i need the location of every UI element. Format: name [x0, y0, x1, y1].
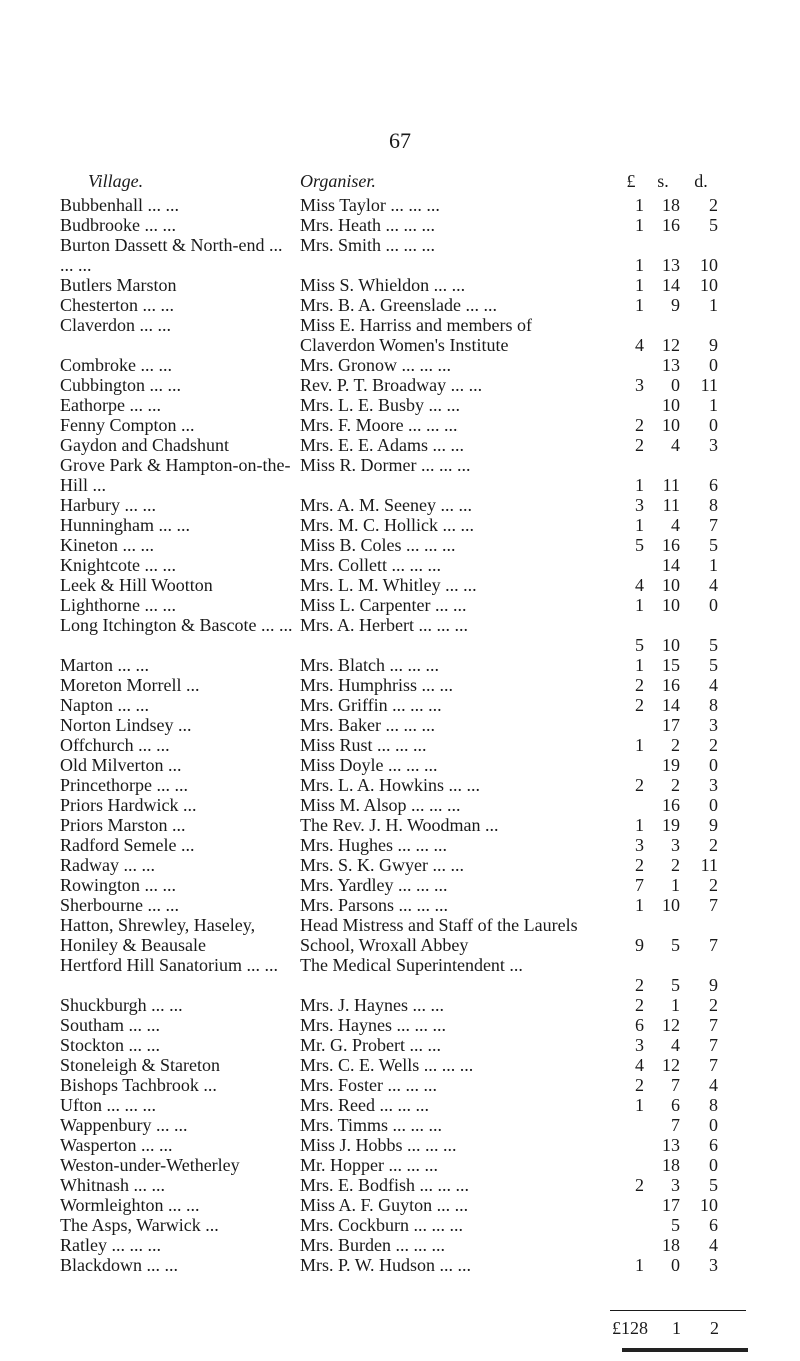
- village-name: Weston-under-Wetherley: [60, 1155, 240, 1175]
- organiser-name: Miss Doyle ... ... ...: [300, 755, 438, 775]
- amount-pounds: 4: [635, 335, 644, 355]
- amount-shillings: 16: [662, 795, 680, 815]
- amount-pounds: 3: [635, 835, 644, 855]
- amount-shillings: 6: [671, 1095, 680, 1115]
- table-row: [0, 795, 800, 815]
- table-row: [0, 1035, 800, 1055]
- amount-pence: 7: [709, 1055, 718, 1075]
- organiser-name: The Medical Superintendent ...: [300, 955, 523, 975]
- village-name: Shuckburgh ... ...: [60, 995, 183, 1015]
- header-pence: d.: [694, 171, 708, 191]
- village-name: Radway ... ...: [60, 855, 155, 875]
- amount-pence: 5: [709, 535, 718, 555]
- village-name: Burton Dassett & North-end ... ... ...: [60, 235, 283, 275]
- village-name: Wappenbury ... ...: [60, 1115, 188, 1135]
- table-row: [0, 1115, 800, 1135]
- amount-shillings: 10: [662, 575, 680, 595]
- amount-pounds: 1: [635, 515, 644, 535]
- amount-pence: 2: [709, 875, 718, 895]
- village-name: Knightcote ... ...: [60, 555, 176, 575]
- amount-shillings: 10: [662, 595, 680, 615]
- amount-pence: 2: [709, 835, 718, 855]
- amount-shillings: 7: [671, 1115, 680, 1135]
- table-row: [0, 1075, 800, 1095]
- header-pounds: £: [626, 171, 636, 191]
- table-row: [0, 455, 800, 495]
- table-row: [0, 1055, 800, 1075]
- amount-pounds: 3: [635, 375, 644, 395]
- table-row: [0, 755, 800, 775]
- amount-pence: 4: [709, 1235, 718, 1255]
- table-row: [0, 535, 800, 555]
- total-pounds: £128: [612, 1318, 648, 1338]
- organiser-name: Miss Taylor ... ... ...: [300, 195, 440, 215]
- amount-shillings: 1: [671, 995, 680, 1015]
- amount-shillings: 17: [662, 1195, 680, 1215]
- table-row: [0, 195, 800, 215]
- amount-pence: 6: [709, 1215, 718, 1235]
- table-row: [0, 815, 800, 835]
- amount-pounds: 2: [635, 775, 644, 795]
- village-name: Wasperton ... ...: [60, 1135, 173, 1155]
- header-village: Village.: [88, 171, 144, 191]
- amount-pence: 6: [709, 1135, 718, 1155]
- amount-shillings: 5: [671, 935, 680, 955]
- amount-pounds: 6: [635, 1015, 644, 1035]
- village-name: Chesterton ... ...: [60, 295, 174, 315]
- amount-pounds: 1: [635, 295, 644, 315]
- organiser-name: Mr. Hopper ... ... ...: [300, 1155, 438, 1175]
- table-row: [0, 1255, 800, 1275]
- amount-pence: 10: [700, 255, 718, 275]
- amount-shillings: 4: [671, 435, 680, 455]
- amount-pounds: 1: [635, 735, 644, 755]
- amount-pounds: 5: [635, 535, 644, 555]
- table-row: [0, 675, 800, 695]
- amount-pounds: 4: [635, 575, 644, 595]
- total-shillings: 1: [672, 1318, 681, 1338]
- table-row: [0, 655, 800, 675]
- total-pence: 2: [710, 1318, 719, 1338]
- amount-shillings: 15: [662, 655, 680, 675]
- amount-pence: 4: [709, 575, 718, 595]
- table-row: [0, 435, 800, 455]
- amount-pence: 7: [709, 895, 718, 915]
- amount-pounds: 2: [635, 695, 644, 715]
- organiser-name: Mr. G. Probert ... ...: [300, 1035, 441, 1055]
- amount-pounds: 2: [635, 435, 644, 455]
- table-row: [0, 215, 800, 235]
- table-row: [0, 495, 800, 515]
- organiser-name: Mrs. Smith ... ... ...: [300, 235, 436, 255]
- organiser-name: Miss Rust ... ... ...: [300, 735, 427, 755]
- organiser-name: Mrs. Foster ... ... ...: [300, 1075, 438, 1095]
- village-name: Norton Lindsey ...: [60, 715, 192, 735]
- amount-shillings: 14: [662, 695, 680, 715]
- amount-pence: 0: [709, 1115, 718, 1135]
- amount-pounds: 1: [635, 275, 644, 295]
- amount-shillings: 16: [662, 535, 680, 555]
- amount-pence: 0: [709, 595, 718, 615]
- amount-shillings: 13: [662, 355, 680, 375]
- village-name: Grove Park & Hampton-on-the-Hill ...: [60, 455, 291, 495]
- organiser-name: Mrs. Hughes ... ... ...: [300, 835, 447, 855]
- village-name: Offchurch ... ...: [60, 735, 170, 755]
- amount-pounds: 2: [635, 855, 644, 875]
- table-row: [0, 1095, 800, 1115]
- village-name: Budbrooke ... ...: [60, 215, 176, 235]
- amount-pence: 5: [709, 1175, 718, 1195]
- amount-pounds: 1: [635, 655, 644, 675]
- bottom-bar: [622, 1348, 748, 1352]
- village-name: Radford Semele ...: [60, 835, 195, 855]
- amount-pence: 6: [709, 475, 718, 495]
- organiser-name: Mrs. S. K. Gwyer ... ...: [300, 855, 464, 875]
- organiser-name: Mrs. Cockburn ... ... ...: [300, 1215, 463, 1235]
- organiser-name: Miss L. Carpenter ... ...: [300, 595, 467, 615]
- table-row: [0, 715, 800, 735]
- amount-pence: 0: [709, 355, 718, 375]
- amount-shillings: 2: [671, 775, 680, 795]
- amount-pence: 0: [709, 415, 718, 435]
- village-name: Lighthorne ... ...: [60, 595, 176, 615]
- amount-shillings: 2: [671, 735, 680, 755]
- organiser-name: Mrs. M. C. Hollick ... ...: [300, 515, 475, 535]
- amount-shillings: 11: [662, 495, 680, 515]
- amount-shillings: 10: [662, 415, 680, 435]
- amount-pence: 2: [709, 195, 718, 215]
- village-name: Rowington ... ...: [60, 875, 177, 895]
- amount-shillings: 16: [662, 215, 680, 235]
- village-name: Stockton ... ...: [60, 1035, 161, 1055]
- organiser-name: Mrs. L. A. Howkins ... ...: [300, 775, 481, 795]
- table-row: [0, 575, 800, 595]
- table-row: [0, 895, 800, 915]
- amount-shillings: 14: [662, 555, 680, 575]
- amount-pence: 10: [700, 1195, 718, 1215]
- amount-pounds: 1: [635, 475, 644, 495]
- organiser-name: Mrs. E. E. Adams ... ...: [300, 435, 464, 455]
- amount-pounds: 2: [635, 675, 644, 695]
- amount-pence: 3: [709, 715, 718, 735]
- amount-shillings: 3: [671, 835, 680, 855]
- organiser-name: Miss A. F. Guyton ... ...: [300, 1195, 469, 1215]
- amount-pounds: 1: [635, 195, 644, 215]
- amount-pounds: 1: [635, 215, 644, 235]
- amount-shillings: 4: [671, 1035, 680, 1055]
- village-name: Harbury ... ...: [60, 495, 156, 515]
- organiser-name: Mrs. L. E. Busby ... ...: [300, 395, 461, 415]
- amount-pence: 9: [709, 815, 718, 835]
- organiser-name: Mrs. Blatch ... ... ...: [300, 655, 439, 675]
- table-row: [0, 1015, 800, 1035]
- table-row: [0, 1235, 800, 1255]
- total-rule: [610, 1310, 746, 1311]
- amount-pence: 9: [709, 975, 718, 995]
- amount-pounds: 1: [635, 595, 644, 615]
- village-name: Moreton Morrell ...: [60, 675, 200, 695]
- village-name: Gaydon and Chadshunt: [60, 435, 229, 455]
- amount-pounds: 5: [635, 635, 644, 655]
- village-name: Old Milverton ...: [60, 755, 182, 775]
- village-name: Stoneleigh & Stareton: [60, 1055, 220, 1075]
- amount-pence: 2: [709, 735, 718, 755]
- organiser-name: Head Mistress and Staff of the Laurels School, Wroxall Abbey: [300, 915, 578, 955]
- amount-shillings: 18: [662, 1155, 680, 1175]
- village-name: Eathorpe ... ...: [60, 395, 161, 415]
- amount-pence: 1: [709, 555, 718, 575]
- village-name: Cubbington ... ...: [60, 375, 182, 395]
- organiser-name: Mrs. Yardley ... ... ...: [300, 875, 448, 895]
- organiser-name: Miss J. Hobbs ... ... ...: [300, 1135, 457, 1155]
- organiser-name: The Rev. J. H. Woodman ...: [300, 815, 499, 835]
- village-name: Priors Marston ...: [60, 815, 186, 835]
- amount-pounds: 2: [635, 1075, 644, 1095]
- table-row: [0, 695, 800, 715]
- table-row: [0, 555, 800, 575]
- village-name: Priors Hardwick ...: [60, 795, 197, 815]
- village-name: Sherbourne ... ...: [60, 895, 179, 915]
- village-name: Long Itchington & Bascote ... ...: [60, 615, 293, 635]
- amount-pence: 1: [709, 395, 718, 415]
- village-name: The Asps, Warwick ...: [60, 1215, 219, 1235]
- amount-shillings: 12: [662, 335, 680, 355]
- amount-shillings: 17: [662, 715, 680, 735]
- organiser-name: Mrs. B. A. Greenslade ... ...: [300, 295, 497, 315]
- organiser-name: Mrs. A. M. Seeney ... ...: [300, 495, 472, 515]
- village-name: Kineton ... ...: [60, 535, 154, 555]
- amount-shillings: 4: [671, 515, 680, 535]
- village-name: Blackdown ... ...: [60, 1255, 178, 1275]
- village-name: Leek & Hill Wootton: [60, 575, 213, 595]
- table-row: [0, 315, 800, 355]
- village-name: Whitnash ... ...: [60, 1175, 165, 1195]
- amount-pounds: 9: [635, 935, 644, 955]
- amount-shillings: 16: [662, 675, 680, 695]
- amount-pounds: 4: [635, 1055, 644, 1075]
- organiser-name: Mrs. C. E. Wells ... ... ...: [300, 1055, 474, 1075]
- amount-pounds: 7: [635, 875, 644, 895]
- amount-shillings: 1: [671, 875, 680, 895]
- amount-pence: 7: [709, 1035, 718, 1055]
- subscription-list: [0, 195, 800, 1275]
- amount-shillings: 19: [662, 815, 680, 835]
- organiser-name: Miss B. Coles ... ... ...: [300, 535, 456, 555]
- amount-pounds: 1: [635, 255, 644, 275]
- amount-shillings: 13: [662, 255, 680, 275]
- amount-shillings: 12: [662, 1015, 680, 1035]
- village-name: Southam ... ...: [60, 1015, 161, 1035]
- amount-pounds: 3: [635, 1035, 644, 1055]
- table-row: [0, 275, 800, 295]
- village-name: Hatton, Shrewley, Haseley, Honiley & Beausale: [60, 915, 256, 955]
- amount-pence: 7: [709, 1015, 718, 1035]
- village-name: Princethorpe ... ...: [60, 775, 188, 795]
- organiser-name: Miss S. Whieldon ... ...: [300, 275, 466, 295]
- amount-shillings: 14: [662, 275, 680, 295]
- table-row: [0, 375, 800, 395]
- table-row: [0, 1135, 800, 1155]
- village-name: Hunningham ... ...: [60, 515, 190, 535]
- amount-shillings: 10: [662, 635, 680, 655]
- village-name: Ufton ... ... ...: [60, 1095, 156, 1115]
- amount-pence: 0: [709, 1155, 718, 1175]
- village-name: Bubbenhall ... ...: [60, 195, 179, 215]
- amount-shillings: 10: [662, 395, 680, 415]
- amount-shillings: 18: [662, 195, 680, 215]
- amount-pence: 11: [700, 375, 718, 395]
- amount-pounds: 2: [635, 995, 644, 1015]
- amount-pence: 5: [709, 655, 718, 675]
- organiser-name: Mrs. F. Moore ... ... ...: [300, 415, 458, 435]
- organiser-name: Mrs. Haynes ... ... ...: [300, 1015, 446, 1035]
- organiser-name: Mrs. J. Haynes ... ...: [300, 995, 444, 1015]
- amount-pounds: 2: [635, 1175, 644, 1195]
- village-name: Ratley ... ... ...: [60, 1235, 161, 1255]
- header-shillings: s.: [657, 171, 669, 191]
- amount-shillings: 0: [671, 1255, 680, 1275]
- amount-pence: 1: [709, 295, 718, 315]
- organiser-name: Mrs. Heath ... ... ...: [300, 215, 435, 235]
- table-row: [0, 355, 800, 375]
- amount-shillings: 11: [662, 475, 680, 495]
- organiser-name: Miss M. Alsop ... ... ...: [300, 795, 461, 815]
- table-row: [0, 1155, 800, 1175]
- village-name: Wormleighton ... ...: [60, 1195, 200, 1215]
- organiser-name: Mrs. P. W. Hudson ... ...: [300, 1255, 472, 1275]
- amount-shillings: 18: [662, 1235, 680, 1255]
- table-row: [0, 295, 800, 315]
- village-name: Napton ... ...: [60, 695, 149, 715]
- organiser-name: Mrs. Baker ... ... ...: [300, 715, 435, 735]
- organiser-name: Mrs. Gronow ... ... ...: [300, 355, 451, 375]
- header-organiser: Organiser.: [300, 171, 376, 191]
- amount-shillings: 7: [671, 1075, 680, 1095]
- organiser-name: Rev. P. T. Broadway ... ...: [300, 375, 483, 395]
- organiser-name: Mrs. Parsons ... ... ...: [300, 895, 449, 915]
- organiser-name: Miss E. Harriss and members of Claverdon Women's Institute: [300, 315, 532, 355]
- table-row: [0, 855, 800, 875]
- amount-pence: 2: [709, 995, 718, 1015]
- table-row: [0, 775, 800, 795]
- amount-pence: 0: [709, 755, 718, 775]
- amount-shillings: 13: [662, 1135, 680, 1155]
- amount-pounds: 3: [635, 495, 644, 515]
- amount-shillings: 5: [671, 1215, 680, 1235]
- village-name: Claverdon ... ...: [60, 315, 171, 335]
- amount-shillings: 2: [671, 855, 680, 875]
- amount-pence: 7: [709, 515, 718, 535]
- table-row: [0, 415, 800, 435]
- amount-pence: 0: [709, 795, 718, 815]
- organiser-name: Mrs. L. M. Whitley ... ...: [300, 575, 477, 595]
- organiser-name: Mrs. Timms ... ... ...: [300, 1115, 443, 1135]
- village-name: Hertford Hill Sanatorium ... ...: [60, 955, 278, 975]
- amount-pounds: 1: [635, 815, 644, 835]
- village-name: Combroke ... ...: [60, 355, 172, 375]
- amount-pounds: 1: [635, 895, 644, 915]
- amount-shillings: 9: [671, 295, 680, 315]
- amount-pence: 9: [709, 335, 718, 355]
- organiser-name: Mrs. A. Herbert ... ... ...: [300, 615, 468, 635]
- organiser-name: Mrs. Collett ... ... ...: [300, 555, 442, 575]
- table-row: [0, 235, 800, 275]
- amount-pence: 8: [709, 1095, 718, 1115]
- amount-pence: 8: [709, 695, 718, 715]
- amount-pence: 8: [709, 495, 718, 515]
- organiser-name: Miss R. Dormer ... ... ...: [300, 455, 471, 475]
- table-row: [0, 1175, 800, 1195]
- amount-pence: 5: [709, 215, 718, 235]
- village-name: Fenny Compton ...: [60, 415, 195, 435]
- amount-pence: 3: [709, 775, 718, 795]
- amount-pence: 11: [700, 855, 718, 875]
- amount-shillings: 19: [662, 755, 680, 775]
- amount-shillings: 12: [662, 1055, 680, 1075]
- village-name: Marton ... ...: [60, 655, 149, 675]
- table-row: [0, 595, 800, 615]
- organiser-name: Mrs. Griffin ... ... ...: [300, 695, 442, 715]
- amount-shillings: 5: [671, 975, 680, 995]
- organiser-name: Mrs. Humphriss ... ...: [300, 675, 454, 695]
- table-row: [0, 835, 800, 855]
- table-row: [0, 615, 800, 655]
- amount-pounds: 1: [635, 1255, 644, 1275]
- amount-pence: 5: [709, 635, 718, 655]
- table-row: [0, 395, 800, 415]
- organiser-name: Mrs. Burden ... ... ...: [300, 1235, 445, 1255]
- table-row: [0, 515, 800, 535]
- amount-shillings: 10: [662, 895, 680, 915]
- page-number: 67: [389, 128, 411, 153]
- amount-pence: 4: [709, 675, 718, 695]
- amount-pounds: 1: [635, 1095, 644, 1115]
- table-row: [0, 995, 800, 1015]
- village-name: Butlers Marston: [60, 275, 177, 295]
- organiser-name: Mrs. E. Bodfish ... ... ...: [300, 1175, 470, 1195]
- amount-pounds: 2: [635, 975, 644, 995]
- table-row: [0, 735, 800, 755]
- table-row: [0, 875, 800, 895]
- village-name: Bishops Tachbrook ...: [60, 1075, 217, 1095]
- amount-pence: 3: [709, 1255, 718, 1275]
- amount-pence: 7: [709, 935, 718, 955]
- amount-pence: 10: [700, 275, 718, 295]
- table-row: [0, 955, 800, 995]
- table-row: [0, 1215, 800, 1235]
- amount-pounds: 2: [635, 415, 644, 435]
- amount-shillings: 3: [671, 1175, 680, 1195]
- organiser-name: Mrs. Reed ... ... ...: [300, 1095, 429, 1115]
- amount-pence: 3: [709, 435, 718, 455]
- table-row: [0, 915, 800, 955]
- amount-shillings: 0: [671, 375, 680, 395]
- table-row: [0, 1195, 800, 1215]
- amount-pence: 4: [709, 1075, 718, 1095]
